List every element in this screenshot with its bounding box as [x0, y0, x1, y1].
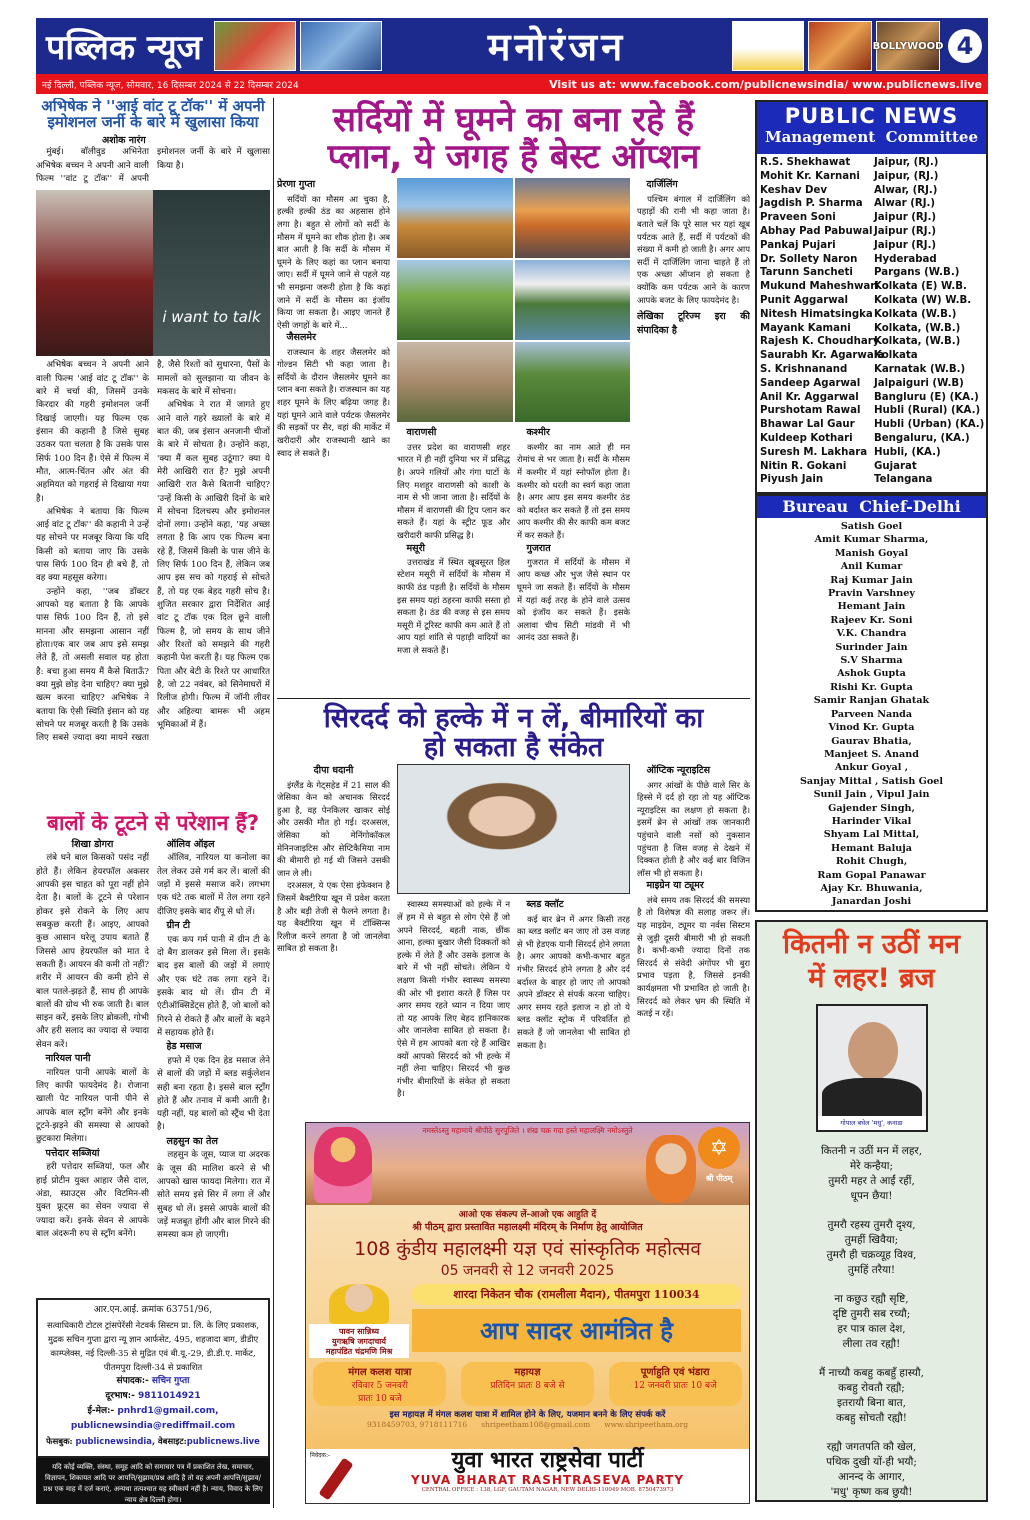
ad-event: पूर्णाहुति एवं भंडारा 12 जनवरी प्रातः 10 बजे: [609, 1362, 742, 1406]
management-header: PUBLIC NEWS Management Committee: [757, 102, 986, 154]
article-headline: सिरदर्द को हल्के में न लें, बीमारियों का हो सकता है संकेत: [323, 703, 704, 764]
photo-kashmir: [515, 260, 631, 340]
bureau-member: Ashok Gupta: [837, 668, 906, 680]
bureau-member: Sanjay Mittal , Satish Goel: [799, 775, 943, 787]
poem-line: मैं नाच्यौ कबहु कबहुँ हास्यौ,: [819, 1366, 924, 1379]
committee-member: [757, 460, 986, 474]
bureau-chief: [755, 494, 988, 912]
member-city: Jaipur (RJ.): [874, 239, 937, 251]
photo-darjeeling: [515, 342, 631, 422]
committee-member: [757, 156, 986, 170]
poem-line: लीला तव रह्यौ!: [842, 1337, 901, 1350]
bureau-member: Gaurav Bhatia,: [831, 735, 912, 747]
article-body: शिखा डोगरा लंबे घने बाल किसको पसंद नहीं होते हैं। लेकिन हेयरफॉल अकसर आपकी इस चाहत को पूरा नहीं होने देता है। बालों के टूटने से परेशान होकर इसे रोकने के लिए आप सबकुछ करती हैं। आइए, आपको कुछ आसान घरेलू उपाय बताते हैं जिससे आप हेयरफॉल को मात दे सकती हैं। आयरन की कमी तो नहीं? शरीर में आयरन की कमी होने से बाल पतले-झड़ते हैं, साथ ही आपके बालों की ग्रोथ भी रुक जाती है। बाल साइन करें, इसके लिए ब्रोकली, गोभी और हरी सलाद का ज्यादा से ज्यादा सेवन करें। नारियल पानी नारियल पानी आपके बालों के लिए काफी फायदेमंद है। रोजाना खाली पेट नारियल पानी पीने से आपके बाल स्ट्रॉंग बनेंगे और इनके टूटने-झड़ने की समस्या से आपको छुटकारा मिलेगा। पत्तेदार सब्जियां हरी पत्तेदार सब्जियां, फल और हाई प्रोटीन युक्त आहार जैसे दाल, अंडा, स्प्राउट्स और विटमिन-सी युक्त फ्रूट्स का सेवन ज्यादा से ज्यादा करें। इनके सेवन से आपके बाल अंदरूनी रुप से स्ट्रॉंग बनेंगे। ऑलिव ऑइल ऑलिव, नारियल या कनोला का तेल लेकर उसे गर्म कर लें। बालों की जड़ों में इससे मसाज करें। लगभग एक घंटे तक बालों में तेल लगा रहने दीजिए इसके बाद शैंपू से धो लें। ग्रीन टी एक कप गर्म पानी में ग्रीन टी के दो बैग डालकर इसे मिला लें। इसके बाद इस बालों की जड़ों में लगाएं और एक घंटे तक लगा रहने दें। इसके बाद धो लें। ग्रीन टी में एंटीऑक्सिडेंट्स होते हैं, जो बालों को गिरने से रोकते हैं और बालों के बढ़ने में सहायक होते हैं। हेड मसाज हफ्ते में एक दिन हेड मसाज लेने से बालों की जड़ों में ब्लड सर्कुलेशन सही बना रहता है। इससे बाल स्ट्रॉंग होते हैं और तनाव में कमी आती है। यही नहीं, यह बालों को स्ट्रैंथ भी देता है। लहसुन का तेल लहसुन के जूस, प्याज या अदरक के जूस की मालिश करने से भी आपको खास फायदा मिलेगा। रात में सोते समय इसे सिर में लगा लें और सुबह धो लें। इससे आपके बालों की जड़ें मजबूत होंगी और बाल गिरने की समस्या कम हो जाएगी।: [36, 838, 270, 1241]
member-city: Kolkata, (W.B.): [874, 322, 961, 334]
poem-line: तुमहिं तरैया!: [847, 1263, 896, 1276]
bureau-member: Hemant Jain: [837, 601, 906, 613]
member-name: Mayank Kamani: [760, 322, 851, 334]
bureau-member: Rishi Kr. Gupta: [830, 681, 913, 693]
bureau-member: S.V Sharma: [840, 655, 903, 667]
management-list: [757, 154, 986, 487]
poem-stanza: [757, 1292, 986, 1352]
bureau-member: Shyam Lal Mittal,: [823, 829, 920, 841]
member-city: Pargans (W.B.): [874, 267, 960, 279]
member-city: Bengaluru, (KA.): [874, 432, 970, 444]
member-name: Mukund Maheshwari: [760, 281, 879, 293]
poem-line: दृष्टि तुमरी सब रच्यौ;: [832, 1307, 911, 1320]
member-city: Kolkata: [874, 350, 918, 362]
bureau-member: Surinder Jain: [835, 641, 908, 653]
member-name: Nitin R. Gokani: [760, 460, 847, 472]
lakshmi-image: [314, 1127, 372, 1203]
guru-portrait: [329, 1284, 389, 1324]
ad-guru-text: पावन सान्निध्य युगऋषि जगदाचार्य महापंडित चंद्रमणि मिश्र: [309, 1324, 409, 1358]
ad-invite: आप सादर आमंत्रित है: [412, 1309, 741, 1352]
committee-member: [757, 211, 986, 225]
poster-photo-right: [153, 190, 270, 356]
committee-member: [757, 473, 986, 487]
poem-line: ना कछुउ रह्यौ सृष्टि,: [834, 1292, 909, 1305]
bureau-member: Manish Goyal: [834, 547, 909, 559]
bureau-member: Hemant Baluja: [831, 842, 912, 854]
poem-stanza: [757, 1366, 986, 1426]
article-body: अभिषेक बच्चन ने अपनी आने वाली फिल्म 'आई वांट टू टॉक'' के बारे में चर्चा की, जिसमें उनके किरदार की गहरी इमोशनल जर्नी दिखाई जाएगी। यह फिल्म एक इंसान की कहानी है जिसे सुबह उठकर पता चलता है कि उसके पास सिर्फ 100 दिन हैं। ऐसे में फिल्म में मौत, आत्म-चिंतन और अंत की अहमियत को गहराई से दिखाया गया है। अभिषेक ने बताया कि फिल्म आई वांट टू टॉक'' की कहानी ने उन्हें यह सोचने पर मजबूर किया कि यदि किसी को बताया जाए कि उसके पास सिर्फ 100 दिन ही बचे हैं, तो वह क्या महसूस करेगा। उन्होंने कहा, ''जब डॉक्टर आपको यह बताता है कि आपके पास सिर्फ 100 दिन हैं, तो इसे मानना और समझना आसान नहीं होता।एक बार जब आप इसे समझ लेते हैं, तो असली सवाल यह होता है: बचा हुआ समय मैं कैसे बिताऊँ? क्या मुझे छोड़ देना चाहिए? क्या मुझे खत्म करना चाहिए? अभिषेक ने बताया कि ऐसी स्थिति इंसान को यह सोचने पर मजबूर करती है कि उसके लिए सबसे ज्यादा क्या मायने रखता है, जैसे रिश्तों को सुधारना, पैसों के मामलों को सुलझाना या जीवन के मकसद के बारे में सोचना। अभिषेक ने रात में जागते हुए आने वाले गहरे ख्यालों के बारे में बात की, जब इंसान अनजानी चीजों के बारे में सोचता है। उन्होंने कहा, 'क्या मैं कल सुबह उठूंगा? क्या ये मेरी आखिरी रात है? मुझे अपनी आखिरी रात कैसे बितानी चाहिए? 'उन्हें किसी के आखिरी दिनों के बारे में सोचना दिलचस्प और इमोशनल दोनों लगा। उन्होंने कहा, 'यह अच्छा लगता है कि आप एक फिल्म बना रहे हैं, जिसमें किसी के पास जीने के लिए सिर्फ 100 दिन हैं, लेकिन जब आप इस सच को गहराई से सोचते हैं, तो यह एक बेहद गहरी सोच है। शुजित सरकार द्वारा निर्देशित आई वांट टू टॉक एक दिल छूने वाली फिल्म है, जो समय के साथ जीने और रिश्तों को समझने की गहरी कहानी पेश करती है। यह फिल्म एक पिता और बेटी के रिश्ते पर आधारित है, जो 22 नवंबर, को सिनेमाघरों में रिलीज होगी। फिल्म में जॉनी लीवर और अहिल्या बामरू भी अहम भूमिकाओं में हैं।: [36, 360, 270, 744]
ad-middle-right: [412, 1284, 749, 1358]
member-name: S. Krishnanand: [760, 363, 848, 375]
article-travel: [277, 98, 750, 696]
poet-caption: गोपाल बघेल 'मधु', कनाडा: [818, 1116, 926, 1130]
bureau-member: Raj Kumar Jain: [830, 574, 913, 586]
bureau-member: Ankur Goyal ,: [834, 762, 909, 774]
member-name: Suresh M. Lakhara: [760, 446, 868, 458]
bureau-member: Vinod Kr. Gupta: [828, 722, 915, 734]
bureau-list: [757, 518, 986, 909]
member-city: Gujarat: [874, 460, 917, 472]
party-office: CENTRAL OFFICE : 138, LGF, GAUTAM NAGAR, NEW DELHI-110049 MOB. 8750473973: [421, 1487, 674, 1493]
article-headache: [277, 702, 750, 1118]
poem-line: 'मधु' कृष्ण कब छुयौ!: [830, 1485, 913, 1498]
phone-line: दूरभाष:- 9811014921: [105, 1391, 201, 1401]
member-name: Mohit Kr. Karnani: [760, 170, 860, 182]
member-city: Bangluru (E) (KA.): [874, 391, 979, 403]
masthead: [36, 18, 988, 74]
committee-member: [757, 294, 986, 308]
member-city: Hyderabad: [874, 253, 937, 265]
committee-member: [757, 239, 986, 253]
section-divider: [277, 698, 750, 699]
poster-abhishek: [36, 190, 270, 356]
member-name: Jagdish P. Sharma: [760, 198, 863, 210]
poem-box: [755, 920, 988, 1502]
masthead-photo-picnic: [214, 21, 296, 71]
member-name: Anil Kr. Aggarwal: [760, 391, 859, 403]
committee-member: [757, 418, 986, 432]
committee-member: [757, 322, 986, 336]
poem-line: तुमरी महर ते आईं रहीं,: [828, 1174, 915, 1187]
photo-varanasi: [515, 178, 631, 258]
bureau-member: Harinder Vikal: [831, 815, 912, 827]
poem-line: रह्यौ जगतपति कौ खेल,: [826, 1440, 917, 1453]
travel-column-3: कश्मीर कश्मीर का नाम आते ही मन रोमांच से भर जाता है। सर्दी के मौसम में कश्मीर में यहां स्नोफॉल होता है। कश्मीर को धरती का स्वर्ग कहा जाता है। अगर आप इस समय कश्मीर ठंड को बर्दाश्त कर सकते हैं तो इस समय आप कश्मीर की सैर काफी कम बजट में कर सकते हैं। गुजरात गुजरात में सर्दियों के मौसम में आप कच्छ और भुज जैसे स्थान पर घूमने जा सकते हैं। सर्दियों के मौसम में यहां कई तरह के होने वाले उत्सव को इंजॉय कर सकते हैं। इसके अलावा चीच सिटी मांडवी में भी आनंद उठा सकते हैं।: [517, 427, 630, 643]
committee-member: [757, 446, 986, 460]
poem-line: मेरे कन्हैया;: [849, 1159, 894, 1172]
article-body: [277, 178, 750, 656]
bureau-member: Rajeev Kr. Soni: [830, 614, 913, 626]
committee-member: [757, 363, 986, 377]
poem-line: कबहु रोवतौ रह्यौ;: [838, 1381, 905, 1394]
ad-event: महायज्ञ प्रतिदिन प्रातः 8 बजे से: [461, 1362, 594, 1406]
member-city: Alwar (RJ.): [874, 198, 936, 210]
poem-stanza: [757, 1440, 986, 1500]
party-name-hindi: युवा भारत राष्ट्रसेवा पार्टी: [451, 1448, 644, 1473]
member-name: Bhawar Lal Gaur: [760, 419, 855, 431]
visit-links[interactable]: Visit us at: www.facebook.com/publicnewsindia/ www.publicnews.live: [549, 77, 982, 91]
ad-dates: 05 जनवरी से 12 जनवरी 2025: [440, 1263, 615, 1279]
committee-member: [757, 308, 986, 322]
photo-mussoorie: [397, 260, 513, 340]
ad-venue: शारदा निकेतन चौक (रामलीला मैदान), पीतमपुरा 110034: [412, 1284, 741, 1305]
dateline: नई दिल्ली, पब्लिक न्यूज, सोमवार, 16 दिसम्बर 2024 से 22 दिसम्बर 2024: [42, 80, 299, 91]
photo-gujarat: [397, 342, 513, 422]
committee-member: [757, 349, 986, 363]
ad-contact-line: इस महायज्ञ में मंगल कलश यात्रा में शामिल होने के लिए, यजमान बनने के लिए संपर्क करें: [389, 1410, 666, 1420]
party-ad: निवेदक:- युवा भारत राष्ट्रसेवा पार्टी YUVA BHARAT RASHTRASEVA PARTY CENTRAL OFFICE : 138, LGF, GAUTAM NAGAR, NEW DELHI-110049 MOB. 8750473973: [306, 1449, 749, 1503]
member-city: Telangana: [874, 474, 933, 486]
ad-middle: [306, 1284, 749, 1358]
poem-line: तुमहीं खिवैया;: [844, 1233, 899, 1246]
committee-member: [757, 170, 986, 184]
member-name: Sandeep Agarwal: [760, 377, 861, 389]
member-city: Jaipur, (RJ.): [874, 170, 939, 182]
poet-face: [848, 1022, 898, 1080]
member-name: Piyush Jain: [760, 474, 824, 486]
masthead-photo-cricket: [300, 21, 382, 71]
member-name: Tarunn Sancheti: [760, 267, 853, 279]
poem-line: इतरायौ बिना बात,: [837, 1396, 906, 1409]
committee-member: [757, 253, 986, 267]
member-name: Praveen Soni: [760, 212, 836, 224]
dateline-bar: [36, 74, 988, 94]
member-city: Alwar, (RJ.): [874, 184, 938, 196]
member-city: Hubli, (KA.): [874, 446, 941, 458]
article-byline: अशोक नारंग: [102, 135, 146, 147]
bureau-member: Sunil Jain , Vipul Jain: [813, 789, 930, 801]
member-city: Kolkata (W.B.): [874, 308, 957, 320]
bureau-member: Anil Kumar: [840, 561, 903, 573]
bureau-header: Bureau Chief-Delhi: [757, 496, 986, 518]
poem-line: कितनी न उठीं मन में लहर,: [820, 1144, 923, 1157]
ad-contacts: 9318459703, 9718111716 shripeetham108@gmail.com www.shripeetham.org: [367, 1420, 688, 1429]
ad-event: मंगल कलश यात्रा रविवार 5 जनवरी प्रातः 10 बजे: [313, 1362, 446, 1406]
email-2[interactable]: publicnewsindia@rediffmail.com: [70, 1421, 236, 1431]
bureau-member: V.K. Chandra: [836, 628, 907, 640]
poem-line: तुमरौ ही चक्रव्यूह विश्व,: [826, 1248, 917, 1261]
bureau-member: Gajender Singh,: [828, 802, 915, 814]
photo-jaisalmer: [397, 178, 513, 258]
travel-column-1: प्रेरणा गुप्ता सर्दियों का मौसम आ चुका है, हल्की हल्की ठंड का अहसास होने लगा है। बहुत से लोगों को सर्दी के मौसम में घूमने का शौक होता है। अब बात आती है कि सर्दी के मौसम में घूमने के लिए कहां का प्लान बनाया जाए। सर्दी में घूमने जाने से पहले यह भी समझना जरूरी होता है कि कहां जाने में सर्दी के मौसम का इंजॉय किया जा सकता है। आइए जानते हैं ऐसी जगहों के बारे में... जैसलमेर राजस्थान के शहर जैसलमेर को गोल्डन सिटी भी कहा जाता है। सर्दियों के दौरान जैसलमेर घूमने का प्लान बना सकते है। राजस्थान का यह शहर घूमने के लिए बढ़िया जगह है। यहां घूमने आने वाले पर्यटक जैसलमेर की सड़कों पर सैर, वहां की मार्केट में खरीदारी और राजस्थानी खाने का स्वाद ले सकते हैं।: [277, 179, 390, 458]
committee-member: [757, 280, 986, 294]
photo-headache-woman: [397, 764, 630, 894]
committee-member: [757, 404, 986, 418]
bureau-member: Pravin Varshney: [828, 588, 915, 600]
shri-peetham-logo: ✡ श्री पीठम्: [695, 1127, 743, 1199]
member-name: Nitesh Himatsingka: [760, 308, 873, 320]
article-body: [277, 764, 750, 1100]
member-name: Kuldeep Kothari: [760, 432, 853, 444]
bureau-member: Amit Kumar Sharma,: [814, 534, 929, 546]
masthead-photo-tabletennis: [732, 21, 804, 71]
headache-column-4: ऑप्टिक न्यूराइटिस अगर आंखों के पीछे वाले सिर के हिस्से में दर्द हो रहा तो यह ऑप्टिक न्यूराइटिस का लक्षण हो सकता है। इसमें ब्रेन से आंखों तक जानकारी पहुंचाने वाली नसों को नुकसान पहुंचता है जिस वजह से देखने में दिक्कत होती है और कई बार विजिन लॉस भी हो सकता है। माइग्रेन या ट्यूमर लंबे समय तक सिरदर्द की समस्या है तो विशेषज्ञ की सलाह जरूर लें। यह माइग्रेन, ट्यूमर या नर्वस सिस्टम से जुड़ी दूसरी बीमारी भी हो सकती है। कभी-कभी ज्यादा दिनों तक सिरदर्द से संवेदी अंगोंपर भी बुरा प्रभाव पड़ता है, जिससे इनकी कार्यक्षमता भी प्रभावित हो जाती है। सिरदर्द को लेकर भ्रम की स्थिति में कतई न रहें।: [637, 765, 750, 1019]
poem-line: हर पात्र काल देश,: [837, 1322, 906, 1335]
poem-line: आनन्द के आगार,: [837, 1470, 906, 1483]
travel-photo-collage: [397, 178, 630, 422]
committee-member: [757, 335, 986, 349]
committee-member: [757, 391, 986, 405]
poem-stanza: [757, 1144, 986, 1204]
headache-column-1: दीपा धदानी इंग्लैंड के गेट्सहेड में 21 साल की जेसिका केन को अचानक सिरदर्द हुआ है, वह पेनकिलर खाकर सोई और उसकी मौत हो गई। दरअसल, जेसिका को मेनिंगोकॉकल मेनिनजाइटिस और सेप्टिकैमिया नाम की बीमारी हो गई थी जिसने उसकी जान ले ली। दरअसल, ये एक ऐसा इंफेक्शन है जिसमें बैक्टीरिया खून में प्रवेश करता है और बड़ी तेजी से फैलने लगता है। यह बैक्टीरिया खून में टॉक्सिन्स रिलीज करने लगता है जो जानलेवा साबित हो सकता है।: [277, 765, 390, 954]
article-abhishek: [36, 98, 270, 810]
member-name: Dr. Sollety Naron: [760, 253, 858, 265]
headache-column-2: स्वास्थ्य समस्याओं को हल्के में न लें हम में से बहुत से लोग ऐसे हैं जो अपने सिरदर्द, बहती नाक, छींक आना, हल्का बुखार जैसी दिक्कतों को हल्के में लेते हैं और उसके इलाज के बारे में भी नहीं सोचते। लेकिन ये लक्षण किसी गंभीर स्वास्थ्य समस्या की ओर भी इशारा करते हैं जिस पर अगर समय रहते ध्यान न दिया जाए तो यह आपके लिए बेहद हानिकारक और जानलेवा साबित हो सकता है। ऐसे में हम आपको बता रहे हैं आखिर क्यों आपको सिरदर्द को भी हल्के में नहीं लेना चाहिए। सिरदर्द भी कुछ गंभीर बीमारियों के संकेत हो सकता है।: [397, 899, 510, 1099]
poem-line: कबहु सोचतौ रह्यौ!: [836, 1411, 907, 1424]
article-headline: सर्दियों में घूमने का बना रहे हैं प्लान, ये जगह हैं बेस्ट ऑप्शन: [327, 100, 700, 177]
poster-photo-left: [36, 190, 153, 356]
ad-events: [306, 1362, 749, 1406]
bureau-member: Rohit Chugh,: [835, 856, 908, 868]
article-hair: [36, 812, 270, 1294]
headache-column-3: ब्लड क्लॉट कई बार ब्रेन में अगर किसी तरह का ब्लड क्लॉट बन जाए तो उस वजह से भी हेडएक यानी सिरदर्द होने लगता है। अगर आपको कभी-कभार बहुत गंभीर सिरदर्द होने लगता है और दर्द बर्दाश्त के बाहर हो जाए तो आपको अपने डॉक्टर से संपर्क करना चाहिए। अगर समय रहते इलाज न हो तो ये ब्लड क्लॉट स्ट्रोक में परिवर्तित हो सकते हैं जो जानलेवा भी साबित हो सकता है।: [517, 899, 630, 1050]
member-city: Jalpaiguri (W.B): [874, 377, 964, 389]
member-name: R.S. Shekhawat: [760, 157, 851, 168]
bureau-member: Satish Goel: [840, 521, 903, 532]
ad-title: 108 कुंडीय महालक्ष्मी यज्ञ एवं सांस्कृतिक महोत्सव: [354, 1238, 701, 1260]
poster-title: i want to talk: [162, 308, 261, 327]
member-name: Punit Aggarwal: [760, 294, 849, 306]
bureau-member: Manjeet S. Anand: [824, 748, 919, 760]
editor-line: संपादक:- सचिन गुप्ता: [116, 1376, 190, 1386]
committee-member: [757, 266, 986, 280]
ad-tagline: आओ एक संकल्प लें-आओ एक आहुति दें: [458, 1210, 597, 1220]
member-name: Keshav Dev: [760, 184, 828, 196]
masthead-photo-food: [808, 21, 872, 71]
bureau-member: Parveen Nanda: [830, 708, 913, 720]
member-city: Jaipur, (RJ.): [874, 157, 939, 168]
member-city: Kolkata, (W.B.): [874, 336, 961, 348]
travel-column-2: वाराणसी उत्तर प्रदेश का वाराणसी शहर भारत में ही नहीं दुनिया भर में प्रसिद्ध है। अपने गलियों और गंगा घाटों के लिए मशहूर वाराणसी को काशी के नाम से भी जाना जाता है। सर्दियों के मौसम में वाराणसी की ट्रिप प्लान कर सकते हैं। यहां के स्ट्रीट फूड और खरीदारी काफी प्रसिद्ध है। मसूरी उत्तराखंड में स्थित खूबसूरत हिल स्टेशन मसूरी में सर्दियों के मौसम में काफी ठंड पड़ती है। सर्दियों के मौसम इस समय यहां ठहरना काफी सस्ता हो सकता है। ठंड की वजह से इस समय मसूरी में टूरिस्ट काफी कम आते हैं तो आप यहां शांति से पहाड़ी वादियों का मजा ले सकते हैं।: [397, 427, 510, 656]
member-name: Rajesh K. Choudhary: [760, 336, 880, 348]
page-number: 4: [948, 29, 982, 63]
poem-title: कितनी न उठीं मन में लहर! ब्रज: [783, 929, 960, 994]
guru-image: [646, 1135, 696, 1203]
ad-mantra: नमस्तेऽस्तु महामाये श्रीपीठे सुरपूजिते । शंख चक्र गदा हस्ते महालक्ष्मि नमोऽस्तुते: [422, 1126, 633, 1135]
management-committee: [755, 100, 988, 494]
poem-line: धूपन छैया!: [850, 1189, 893, 1202]
ad-organized: श्री पीठम् द्वारा प्रस्तावित महालक्ष्मी मंदिरम् के निर्माण हेतु आयोजित: [412, 1222, 643, 1233]
article-headline: अभिषेक ने ''आई वांट टू टॉक'' में अपनी इमोशनल जर्नी के बारे में खुलासा किया: [41, 98, 265, 132]
member-name: Abhay Pad Pabuwal: [760, 225, 873, 237]
member-name: Saurabh Kr. Agarwala: [760, 350, 885, 362]
member-name: Purshotam Rawal: [760, 405, 861, 417]
member-city: Hubli (Rural) (KA.): [874, 405, 981, 417]
bureau-member: Janardan Joshi: [831, 896, 912, 908]
social-line: फेसबुक: publicnewsindia, वेबसाइट:publicnews.live: [46, 1436, 260, 1446]
committee-member: [757, 225, 986, 239]
committee-member: [757, 377, 986, 391]
article-headline: बालों के टूटने से परेशान हैं?: [46, 812, 260, 835]
poem-line: पथिक दुखी यों-ही भयौ;: [826, 1455, 917, 1468]
member-city: Kolkata (W) W.B.: [874, 294, 972, 306]
member-name: Pankaj Pujari: [760, 239, 836, 251]
bureau-member: Samir Ranjan Ghatak: [813, 695, 930, 707]
poet-suit: [822, 1078, 922, 1118]
member-city: Karnatak (W.B.): [874, 363, 966, 375]
column-divider: [273, 98, 274, 1508]
article-lead: मुंबई। बॉलीवुड अभिनेता अभिषेक बच्चन ने अपनी आने वाली फिल्म ''वांट टू टॉक'' में अपनी इमोशनल जर्नी के बारे में खुलासा किया है।: [36, 147, 270, 184]
section-title: मनोरंजन: [487, 25, 627, 69]
bureau-member: Ajay Kr. Bhuwania,: [820, 882, 923, 894]
paper-name: पब्लिक न्यूज: [46, 28, 202, 68]
ad-guru-block: [306, 1284, 412, 1358]
poet-photo: [816, 1004, 928, 1132]
committee-member: [757, 197, 986, 211]
masthead-bollywood: [872, 21, 944, 71]
party-name-english: YUVA BHARAT RASHTRASEVA PARTY: [410, 1473, 685, 1487]
member-city: Kolkata (E) W.B.: [874, 281, 967, 293]
bureau-member: Ram Gopal Panawar: [817, 869, 926, 881]
email-line: ई-मेल:- pnhrd1@gmail.com,: [87, 1406, 219, 1416]
committee-member: [757, 184, 986, 198]
ad-banner: [306, 1123, 749, 1205]
disclaimer: यदि कोई व्यक्ति, संस्था, समूह आदि को समाचार पत्र में प्रकाशित लेख, समाचार, विज्ञापन, शिकायत आदि पर आपत्ति/सुझाव/प्रश्न आदि है तो वह अपनी आपत्ति/सुझाव/प्रश्न एक माह में दर्ज कराएं, अन्यथा तत्पश्चात यह स्वीकार्य नहीं है। न्याय, विवाद के लिए न्याय क्षेत्र दिल्ली होगा।: [36, 1458, 270, 1504]
member-city: Jaipur (RJ.): [874, 225, 937, 237]
member-city: Hubli (Urban) (KA.): [874, 419, 985, 431]
yantra-icon: ✡: [698, 1127, 740, 1169]
poem-line: तुमरौ रहस्य तुमरौ दृश्य,: [827, 1218, 916, 1231]
member-city: Jaipur (RJ.): [874, 212, 937, 224]
bollywood-label: BOLLYWOOD: [872, 40, 944, 52]
poem-stanza: [757, 1218, 986, 1278]
poem-stanzas: [757, 1144, 986, 1500]
committee-member: [757, 432, 986, 446]
advertisement-mahayagya: [305, 1122, 750, 1504]
imprint-box: आर.एन.आई. क्रमांक 63751/96, सत्वाधिकारी टोटल ट्रांसपेरेंसी नेटवर्क सिस्टम प्रा. लि. के लिए प्रकाशक, मुद्रक सचिन गुप्ता द्वारा न्यू ज्ञान आर्फसेट, 495, शहजादा बाग, डीडीए काम्प्लेक्स, नई दिल्ली-35 से मुद्रित एवं बी.यू.-29, डी.डी.ए. मार्केट, पीतमपुरा दिल्ली-34 से प्रकाशित संपादक:- सचिन गुप्ता दूरभाष:- 9811014921 ई-मेल:- pnhrd1@gmail.com, publicnewsindia@rediffmail.com फेसबुक: publicnewsindia, वेबसाइट:publicnews.live: [36, 1298, 270, 1458]
travel-column-4: दार्जिलिंग पश्चिम बंगाल में दार्जिलिंग को पहाड़ों की रानी भी कहा जाता है। बताते चलें कि पूरे साल भर यहां खूब पर्यटक आते हैं, सर्दी में पर्यटकों की संख्या में कमी हो जाती है। अगर आप सर्दी में दार्जिलिंग जाना चाहते हैं तो एक अच्छा ऑप्शन हो सकता है क्योंकि कम पर्यटक आने के कारण आपके बजट के लिए फायदेमंद है। लेखिका टूरिज्म इरा की संपादिका है: [637, 179, 750, 337]
